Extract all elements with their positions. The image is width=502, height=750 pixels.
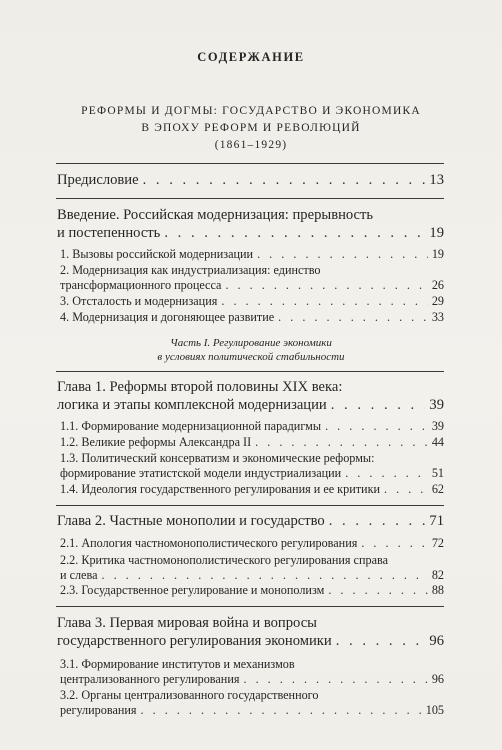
dot-leader [331,396,426,414]
toc-entry-title-cont: и постепенность [57,225,161,241]
dot-leader [141,703,422,718]
toc-entry-introduction[interactable] [57,206,444,242]
toc-entry-3-1[interactable] [60,657,444,687]
section-divider [56,198,444,199]
toc-entry-1-2[interactable] [60,435,444,450]
toc-entry-title-cont: трансформационного процесса [60,278,222,292]
contents-heading: СОДЕРЖАНИЕ [197,50,305,64]
toc-entry-2-2[interactable] [60,553,444,583]
toc-entry-title-cont: регулирования [60,703,137,717]
toc-entry-2-1[interactable] [60,536,444,551]
dot-leader [221,294,427,309]
dot-leader [361,536,427,551]
section-divider [56,505,444,506]
toc-entry-intro-1[interactable] [60,247,444,262]
toc-entry-title: 3.1. Формирование институтов и механизмов [60,657,295,671]
dot-leader [225,278,427,293]
section-divider [56,371,444,372]
dot-leader [329,512,426,530]
section-divider [56,163,444,164]
toc-entry-title: Глава 2. Частные монополии и государство [57,513,325,529]
toc-page-number: 96 [431,672,444,686]
toc-page-number: 26 [431,278,444,292]
toc-entry-title: Глава 1. Реформы второй половины XIX века: [57,379,343,395]
toc-entry-1-4[interactable] [60,482,444,497]
toc-page-number: 33 [431,310,444,324]
toc-entry-title: Введение. Российская модернизация: прерывность [57,207,374,223]
toc-page-number: 51 [431,466,444,480]
toc-page-number: 29 [431,294,444,308]
toc-page-number: 19 [429,225,444,241]
toc-entry-title: 3. Отсталость и модернизация [60,294,218,308]
dot-leader [243,672,427,687]
toc-entry-2-3[interactable] [60,583,444,598]
dot-leader [345,466,428,481]
part-heading [0,336,502,364]
toc-entry-chapter-3[interactable] [57,614,444,650]
dot-leader [257,247,428,262]
toc-entry-title: 2.3. Государственное регулирование и монополизм [60,583,325,597]
toc-page-number: 82 [431,568,444,582]
toc-page-number: 44 [431,435,444,449]
toc-entry-1-1[interactable] [60,419,444,434]
toc-entry-intro-4[interactable] [60,310,444,325]
dot-leader [336,632,426,650]
book-title-years: (1861–1929) [214,139,288,151]
toc-page-number: 62 [431,482,444,496]
dot-leader [278,310,428,325]
toc-entry-title: 2.2. Критика частномонополистического регулирования справа [60,553,388,567]
toc-entry-intro-2[interactable] [60,263,444,293]
book-title-line-2: В ЭПОХУ РЕФОРМ И РЕВОЛЮЦИЙ [141,122,361,134]
toc-entry-title-cont: централизованного регулирования [60,672,240,686]
toc-page-number: 39 [431,419,444,433]
toc-page-number: 96 [429,633,444,649]
dot-leader [164,224,425,242]
toc-page-number: 71 [429,513,444,529]
dot-leader [328,583,428,598]
toc-page-number: 19 [431,247,444,261]
toc-entry-3-2[interactable] [60,688,444,718]
dot-leader [143,171,426,189]
dot-leader [325,419,428,434]
toc-entry-title-cont: формирование этатистской модели индустриализации [60,466,342,480]
toc-entry-title: 1. Вызовы российской модернизации [60,247,254,261]
toc-entry-title: 2.1. Апология частномонополистического регулирования [60,536,358,550]
toc-entry-1-3[interactable] [60,451,444,481]
toc-entry-title: 2. Модернизация как индустриализация: единство [60,263,321,277]
toc-entry-title-cont: логика и этапы комплексной модернизации [57,397,327,413]
toc-entry-title-cont: государственного регулирования экономики [57,633,332,649]
toc-page-number: 88 [431,583,444,597]
toc-entry-title: Глава 3. Первая мировая война и вопросы [57,615,317,631]
section-divider [56,606,444,607]
toc-page-number: 13 [429,172,444,188]
toc-entry-title: 4. Модернизация и догоняющее развитие [60,310,275,324]
toc-entry-chapter-2[interactable] [57,512,444,530]
toc-entry-preface[interactable] [57,171,444,189]
part-heading-line-2: в условиях политической стабильности [157,351,345,363]
toc-entry-title: 1.4. Идеология государственного регулирования и ее критики [60,482,381,496]
toc-entry-title: 3.2. Органы централизованного государственного [60,688,319,702]
toc-entry-title-cont: и слева [60,568,98,582]
toc-page-number: 105 [425,703,444,717]
toc-entry-intro-3[interactable] [60,294,444,309]
part-heading-line-1: Часть I. Регулирование экономики [170,337,332,349]
toc-entry-chapter-1[interactable] [57,378,444,414]
toc-page-number: 39 [429,397,444,413]
dot-leader [384,482,428,497]
toc-entry-title: 1.2. Великие реформы Александра II [60,435,252,449]
book-title [0,103,502,154]
toc-entry-title: 1.1. Формирование модернизационной парадигмы [60,419,322,433]
toc-entry-title: 1.3. Политический консерватизм и экономические реформы: [60,451,375,465]
dot-leader [255,435,428,450]
toc-page-number: 72 [431,536,444,550]
dot-leader [101,568,427,583]
toc-entry-title: Предисловие [57,172,139,188]
book-title-line-1: РЕФОРМЫ И ДОГМЫ: ГОСУДАРСТВО И ЭКОНОМИКА [81,105,421,117]
